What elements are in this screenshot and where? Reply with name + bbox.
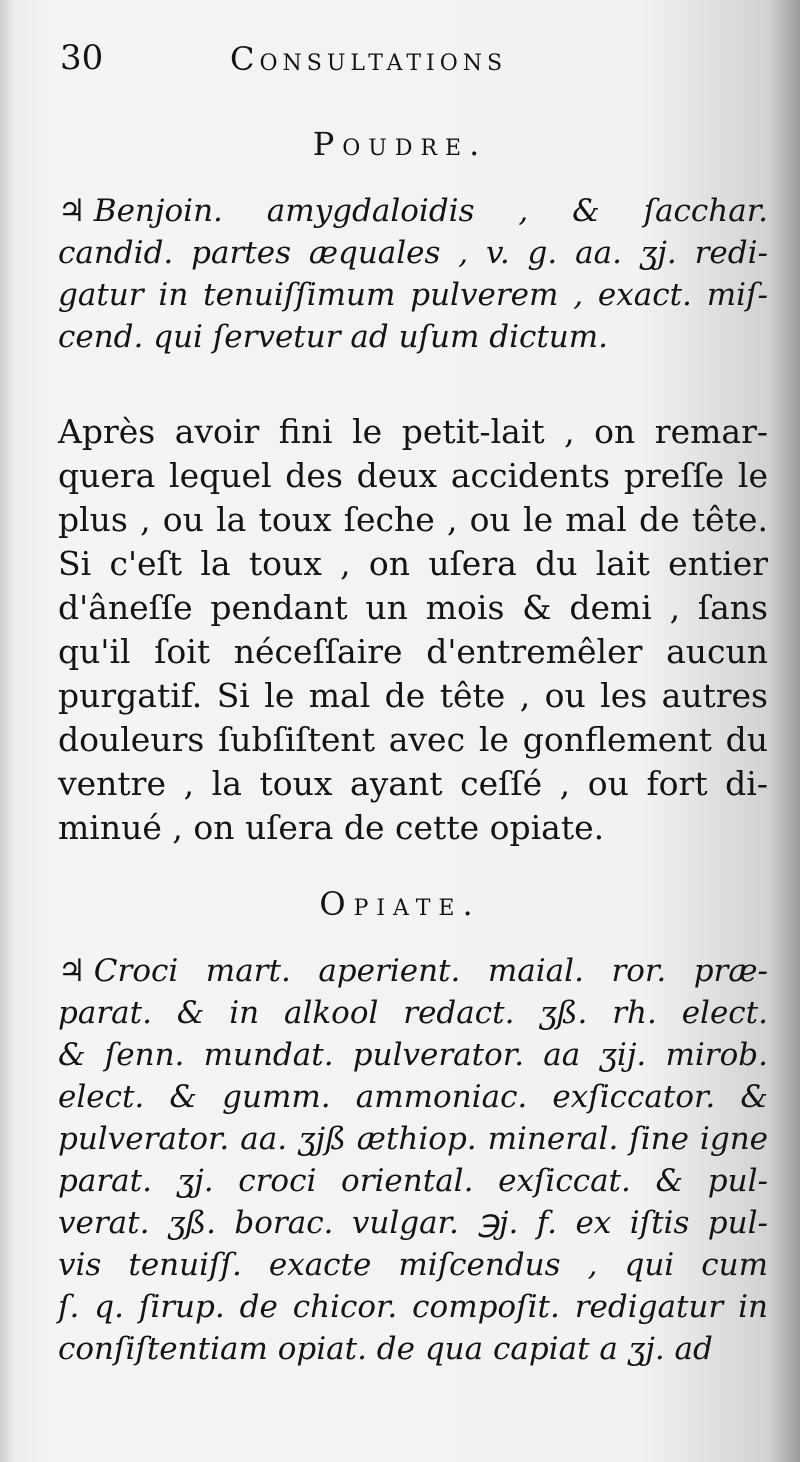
page-header [60, 38, 760, 108]
paragraph-line: purgatif. Si le mal de tête , ou les autres [58, 676, 768, 715]
recipe-line: vis tenuiſſ. exacte miſcendus , qui cum [58, 1247, 768, 1283]
paragraph-line: minué , on uſera de cette opiate. [58, 808, 605, 847]
paragraph-line: d'âneſſe pendant un mois & demi , ſans [58, 588, 768, 627]
recipe-line: pulverator. aa. ʒjß æthiop. mineral. ſine igne [58, 1121, 768, 1157]
paragraph-line: qu'il ſoit néceſſaire d'entremêler aucun [58, 632, 768, 671]
recipe-symbol-icon: ♃ [58, 193, 86, 229]
recipe-opiate [58, 950, 768, 1370]
recipe-line: & ſenn. mundat. pulverator. aa ʒij. mirob. [58, 1037, 768, 1073]
recipe-line: verat. ʒß. borac. vulgar. ℈j. f. ex iſtis pul- [58, 1205, 768, 1241]
paragraph-line: ventre , la toux ayant ceſſé , ou fort di- [58, 764, 768, 803]
page-number: 30 [60, 38, 104, 78]
recipe-line: gatur in tenuiſſimum pulverem , exact. miſ- [58, 277, 768, 313]
recipe-line: cend. qui ſervetur ad uſum dictum. [58, 319, 609, 355]
paragraph-line: quera lequel des deux accidents preſſe le [58, 456, 768, 495]
section-heading-poudre: Poudre. [312, 125, 488, 163]
recipe-poudre [58, 190, 768, 358]
body-paragraph [58, 410, 768, 850]
recipe-line [58, 190, 768, 232]
paragraph-line: douleurs ſubſiſtent avec le gonflement du [58, 720, 768, 759]
recipe-line: parat. & in alkool redact. ʒß. rh. elect. [58, 995, 768, 1031]
section-heading-opiate: Opiate. [319, 885, 481, 923]
paragraph-line: Après avoir fini le petit-lait , on remar- [58, 412, 768, 451]
recipe-line: ſ. q. ſirup. de chicor. compoſit. redigatur in [58, 1289, 768, 1325]
paragraph-line: Si c'eſt la toux , on uſera du lait entier [58, 544, 768, 583]
recipe-line [58, 950, 768, 992]
recipe-line: candid. partes æquales , v. g. aa. ʒj. redi- [58, 235, 768, 271]
paragraph-line: plus , ou la toux ſeche , ou le mal de tête. [58, 500, 768, 539]
running-title: Consultations [230, 40, 508, 78]
recipe-symbol-icon: ♃ [58, 953, 86, 989]
recipe-line: conſiſtentiam opiat. de qua capiat a ʒj. ad [58, 1331, 713, 1367]
recipe-line: elect. & gumm. ammoniac. exſiccator. & [58, 1079, 768, 1115]
recipe-line-text: Benjoin. amygdaloidis , & ſacchar. [93, 193, 768, 229]
recipe-line-text: Croci mart. aperient. maial. ror. præ- [93, 953, 768, 989]
recipe-line: parat. ʒj. croci oriental. exſiccat. & pul- [58, 1163, 768, 1199]
